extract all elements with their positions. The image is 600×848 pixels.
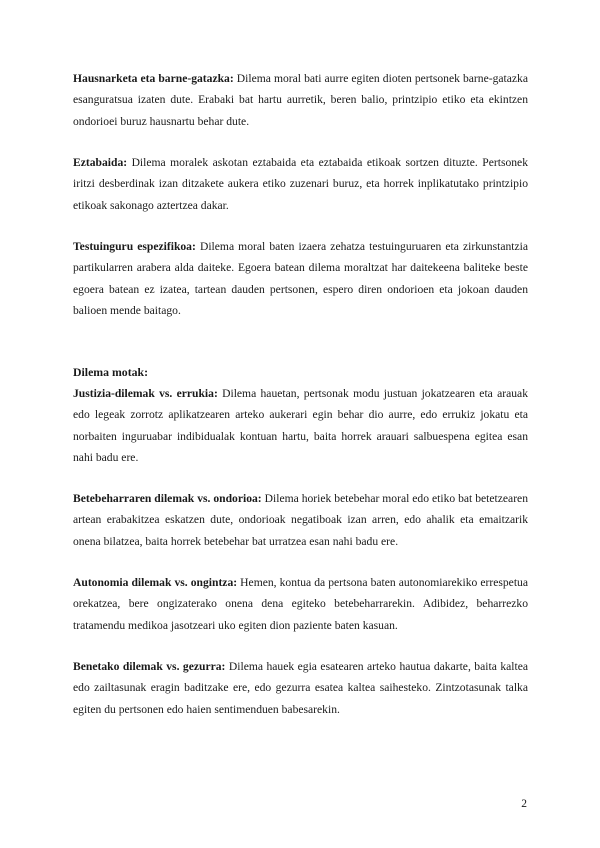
- paragraph-text: Dilema hauek egia esatearen arteko hautua dakarte, baita kaltea edo zailtasunak eragin baditzake ere, edo gezurra esatea kaltea saihesteko. Zintzotasunak talka egiten du pertsonen edo haien sentimenduen babesarekin.: [73, 660, 528, 716]
- paragraph-autonomia: [73, 572, 528, 636]
- paragraph-betebeharra: [73, 488, 528, 552]
- paragraph-lead: Eztabaida:: [73, 156, 128, 169]
- paragraph-text: Dilema horiek betebehar moral edo etiko bat betetzearen artean erabakitzea eskatzen dute, ondorioak negatiboak izan arren, edo ahalik eta emaitzarik onena bilatzea, baita horrek betebehar bat urratzea esan nahi badu ere.: [73, 492, 529, 548]
- paragraph-text: Dilema moral bati aurre egiten dioten pertsonek barne-gatazka esanguratsua izaten dute. Erabaki bat hartu aurretik, beren balio, printzipio etiko eta ekintzen ondorioei buruz hausnartu behar dute.: [73, 72, 528, 128]
- paragraph-lead: Testuinguru espezifikoa:: [73, 240, 196, 253]
- paragraph-testuinguru: [73, 236, 528, 321]
- paragraph-text: Dilema moralek askotan eztabaida eta eztabaida etikoak sortzen dituzte. Pertsonek iritzi desberdinak izan ditzakete aukera etiko zuzenari buruz, eta horrek inplikatutako printzipio etikoak sakonago aztertzea dakar.: [73, 156, 528, 212]
- paragraph-lead: Betebeharraren dilemak vs. ondorioa:: [73, 492, 262, 505]
- paragraph-eztabaida: [73, 152, 528, 216]
- paragraph-text: Dilema hauetan, pertsonak modu justuan jokatzearen eta arauak edo legeak zorrotz aplikatzearen arteko aukerari egin behar dio aurre, edo errukiz jokatu eta norbaiten inguruabar indibidualak kontuan hartu, baita horrek arauari salbuespena egitea esan nahi badu ere.: [73, 387, 528, 464]
- section-heading: Dilema motak:: [73, 365, 149, 379]
- page-number: 2: [521, 798, 527, 810]
- paragraph-text: Dilema moral baten izaera zehatza testuinguruaren eta zirkunstantzia partikularren arabera alda daiteke. Egoera batean dilema moraltzat har daitekeena baliteke beste egoera batean ez izatea, tartean dauden pertsonen, espero diren ondorioen eta jokoan dauden balioen mende baitago.: [73, 240, 529, 317]
- paragraph-justizia: [73, 383, 528, 468]
- paragraph-lead: Justizia-dilemak vs. errukia:: [73, 387, 218, 400]
- paragraph-text: Hemen, kontua da pertsona baten autonomiarekiko errespetua orekatzea, bere ongizaterako onena dena egiteko betebeharrarekin. Adibidez, beharrezko tratamendu medikoa jasotzeari uko egiten dion paziente baten kasuan.: [73, 576, 528, 632]
- paragraph-lead: Hausnarketa eta barne-gatazka:: [73, 72, 234, 85]
- paragraph-benetako: [73, 656, 528, 720]
- paragraph-hausnarketa: [73, 68, 528, 132]
- paragraph-lead: Benetako dilemak vs. gezurra:: [73, 660, 226, 673]
- paragraph-lead: Autonomia dilemak vs. ongintza:: [73, 576, 238, 589]
